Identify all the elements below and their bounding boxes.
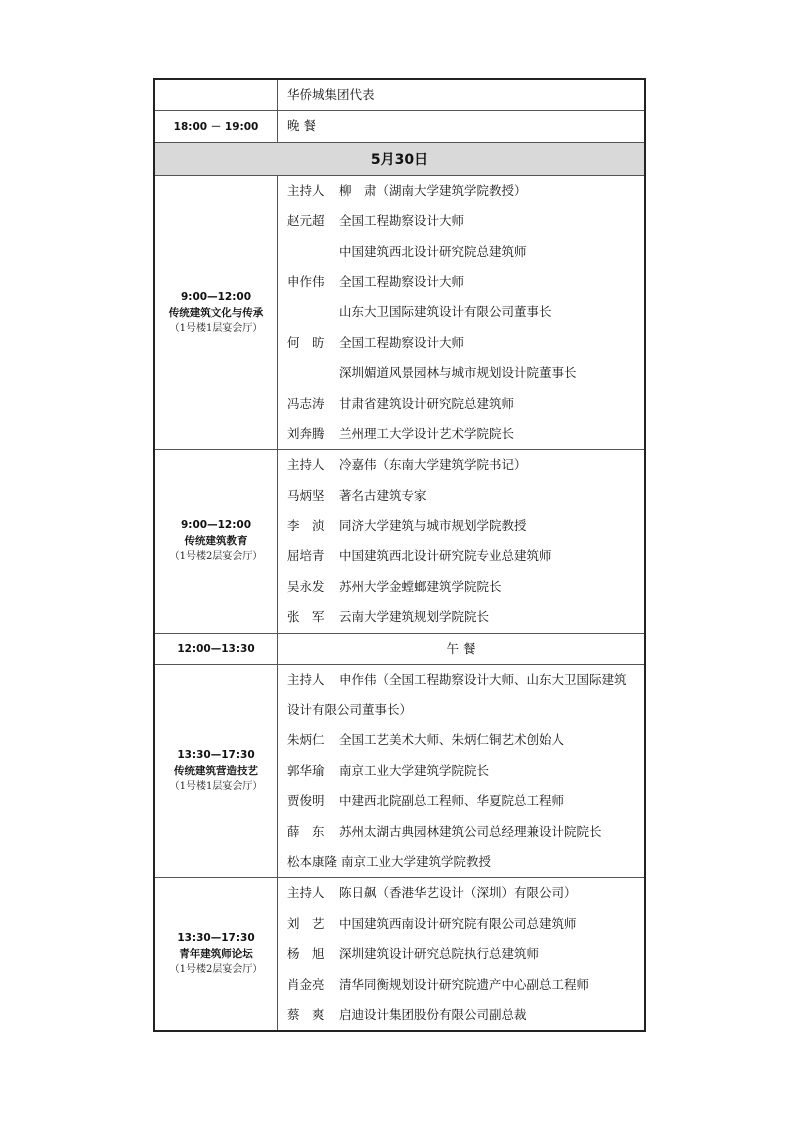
host-line bbox=[287, 878, 644, 908]
session-location: （1号楼1层宴会厅） bbox=[169, 322, 263, 334]
speaker-name: 何 昉 bbox=[287, 334, 325, 350]
host-role: 主持人 bbox=[287, 182, 325, 198]
speaker-line bbox=[287, 786, 644, 816]
speaker-line bbox=[287, 817, 644, 847]
speaker-title: 深圳建筑设计研究总院执行总建筑师 bbox=[339, 946, 540, 962]
speaker-line bbox=[287, 511, 644, 541]
table-row bbox=[154, 111, 645, 142]
host-line bbox=[287, 665, 644, 695]
session-row bbox=[154, 175, 645, 450]
speaker-line bbox=[287, 328, 644, 358]
speaker-name: 薛 东 bbox=[287, 823, 325, 839]
host-role: 主持人 bbox=[287, 671, 325, 687]
session-location: （1号楼1层宴会厅） bbox=[169, 781, 263, 792]
speaker-title: 甘肃省建筑设计研究院总建筑师 bbox=[339, 395, 515, 411]
speaker-title: 中建西北院副总工程师、华夏院总工程师 bbox=[339, 793, 565, 809]
session-info-cell bbox=[154, 450, 278, 633]
speaker-title: 全国工程勘察设计大师 bbox=[339, 273, 465, 289]
speaker-line bbox=[287, 909, 644, 939]
session-content-cell bbox=[278, 450, 646, 633]
speaker-title: 南京工业大学建筑学院院长 bbox=[339, 762, 490, 778]
speaker-line bbox=[287, 847, 644, 877]
speaker-line bbox=[287, 1000, 644, 1030]
content-cell bbox=[278, 111, 646, 142]
speaker-title-cont: 中国建筑西北设计研究院总建筑师 bbox=[339, 243, 527, 259]
session-title: 传统建筑文化与传承 bbox=[168, 306, 264, 319]
session-location: （1号楼2层宴会厅） bbox=[169, 551, 263, 563]
session-time: 9:00—12:00 bbox=[180, 519, 252, 532]
date-header: 5月30日 bbox=[154, 142, 645, 175]
speaker-title-cont: 深圳媚道风景园林与城市规划设计院董事长 bbox=[339, 365, 577, 381]
session-time: 13:30—17:30 bbox=[177, 932, 255, 945]
session-content-cell bbox=[278, 175, 646, 450]
speaker-line bbox=[287, 939, 644, 969]
speaker-line bbox=[287, 572, 644, 602]
host-line bbox=[287, 176, 644, 206]
schedule-table bbox=[153, 78, 646, 1032]
speaker-name: 朱炳仁 bbox=[287, 732, 325, 748]
speaker-title-cont: 山东大卫国际建筑设计有限公司董事长 bbox=[339, 304, 552, 320]
speaker-line bbox=[287, 481, 644, 511]
speaker-title: 清华同衡规划设计研究院遗产中心副总工程师 bbox=[339, 976, 590, 992]
time-cell-empty bbox=[154, 79, 278, 111]
host-name: 陈日飙（香港华艺设计（深圳）有限公司） bbox=[339, 885, 577, 901]
speaker-title: 南京工业大学建筑学院教授 bbox=[341, 853, 492, 869]
date-header-row bbox=[154, 142, 645, 175]
host-name: 柳 肃（湖南大学建筑学院教授） bbox=[339, 182, 527, 198]
host-line bbox=[287, 450, 644, 480]
time-cell bbox=[154, 633, 278, 664]
speaker-title: 启迪设计集团股份有限公司副总裁 bbox=[339, 1006, 527, 1022]
speaker-line bbox=[287, 602, 644, 632]
speaker-title: 云南大学建筑规划学院院长 bbox=[339, 609, 490, 625]
speaker-name: 马炳坚 bbox=[287, 487, 325, 503]
speaker-name: 吴永发 bbox=[287, 578, 325, 594]
speaker-line bbox=[287, 267, 644, 297]
session-content-cell bbox=[278, 878, 646, 1031]
speaker-title: 著名古建筑专家 bbox=[339, 487, 427, 503]
speaker-name: 松本康隆 bbox=[287, 853, 338, 869]
session-info-cell bbox=[154, 664, 278, 878]
session-title: 青年建筑师论坛 bbox=[179, 948, 253, 961]
session-row bbox=[154, 664, 645, 878]
speaker-title: 中国建筑西北设计研究院专业总建筑师 bbox=[339, 548, 552, 564]
speaker-name: 申作伟 bbox=[287, 273, 325, 289]
speaker-title: 苏州太湖古典园林建筑公司总经理兼设计院院长 bbox=[339, 823, 602, 839]
speaker-name: 刘奔腾 bbox=[287, 425, 325, 441]
content-line: 华侨城集团代表 bbox=[287, 87, 375, 102]
speaker-name: 刘 艺 bbox=[287, 915, 325, 931]
host-name: 冷嘉伟（东南大学建筑学院书记） bbox=[339, 457, 527, 473]
speaker-line bbox=[287, 725, 644, 755]
session-content-cell bbox=[278, 664, 646, 878]
session-time: 9:00—12:00 bbox=[180, 290, 252, 303]
speaker-title: 兰州理工大学设计艺术学院院长 bbox=[339, 425, 515, 441]
content-cell bbox=[278, 633, 646, 664]
speaker-name: 张 军 bbox=[287, 609, 325, 625]
content-line: 午 餐 bbox=[446, 640, 476, 656]
host-name-cont: 设计有限公司董事长） bbox=[287, 702, 413, 718]
session-info-cell bbox=[154, 878, 278, 1031]
speaker-name: 李 浈 bbox=[287, 518, 325, 534]
speaker-line bbox=[287, 970, 644, 1000]
speaker-name: 屈培青 bbox=[287, 548, 325, 564]
table-row bbox=[154, 633, 645, 664]
host-role: 主持人 bbox=[287, 457, 325, 473]
table-row bbox=[154, 79, 645, 111]
session-row bbox=[154, 450, 645, 633]
time-label: 12:00—13:30 bbox=[177, 642, 255, 655]
speaker-line bbox=[287, 756, 644, 786]
speaker-line bbox=[287, 206, 644, 236]
time-cell bbox=[154, 111, 278, 142]
session-time: 13:30—17:30 bbox=[177, 749, 255, 761]
time-label: 18:00 － 19:00 bbox=[173, 120, 259, 133]
speaker-name: 杨 旭 bbox=[287, 946, 325, 962]
speaker-name: 冯志涛 bbox=[287, 395, 325, 411]
speaker-line bbox=[287, 419, 644, 449]
speaker-title: 同济大学建筑与城市规划学院教授 bbox=[339, 518, 527, 534]
speaker-line bbox=[287, 541, 644, 571]
speaker-title: 全国工程勘察设计大师 bbox=[339, 213, 465, 229]
content-cell bbox=[278, 79, 646, 111]
speaker-name: 赵元超 bbox=[287, 213, 325, 229]
speaker-name: 贾俊明 bbox=[287, 793, 325, 809]
session-row bbox=[154, 878, 645, 1031]
speaker-title: 全国工艺美术大师、朱炳仁铜艺术创始人 bbox=[339, 732, 565, 748]
speaker-title: 全国工程勘察设计大师 bbox=[339, 334, 465, 350]
speaker-name: 郭华瑜 bbox=[287, 762, 325, 778]
speaker-name: 肖金亮 bbox=[287, 976, 325, 992]
session-title: 传统建筑营造技艺 bbox=[174, 765, 258, 777]
speaker-name: 蔡 爽 bbox=[287, 1006, 325, 1022]
session-title: 传统建筑教育 bbox=[184, 535, 248, 548]
host-role: 主持人 bbox=[287, 885, 325, 901]
host-name: 申作伟（全国工程勘察设计大师、山东大卫国际建筑 bbox=[339, 671, 627, 687]
speaker-title: 中国建筑西南设计研究院有限公司总建筑师 bbox=[339, 915, 577, 931]
session-info-cell bbox=[154, 175, 278, 450]
speaker-line bbox=[287, 389, 644, 419]
content-line: 晚 餐 bbox=[287, 118, 316, 134]
speaker-title: 苏州大学金螳螂建筑学院院长 bbox=[339, 578, 502, 594]
session-location: （1号楼2层宴会厅） bbox=[169, 964, 263, 976]
